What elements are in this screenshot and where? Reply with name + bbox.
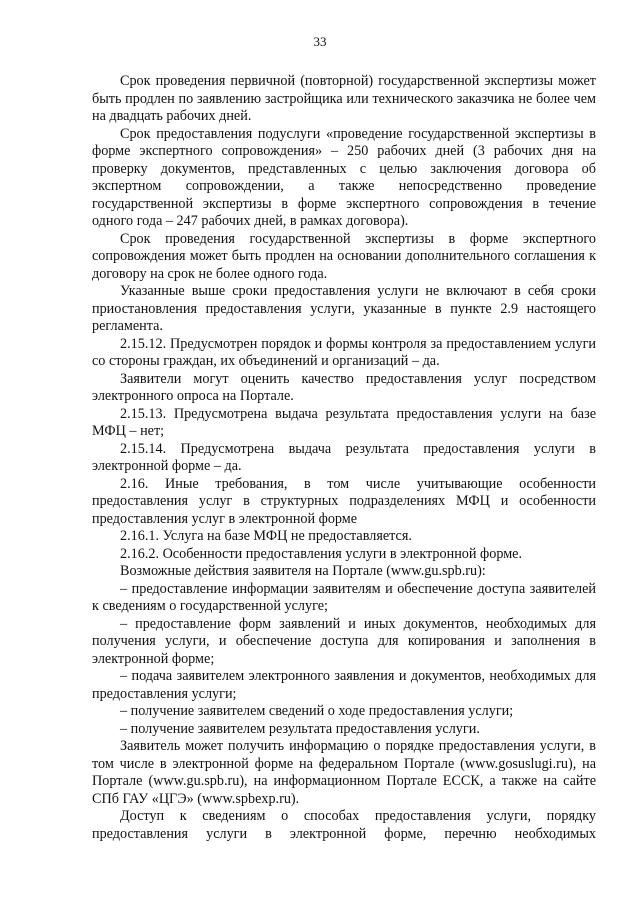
paragraph-subservice-term: Срок предоставления подуслуги «проведение государственной экспертизы в форме экспертного сопровождения» – 250 рабочих дней (3 рабочих дня на проверку документов, представленных с целью заключения договора об экспертном сопровождении, а также непосредственно проведение государственной экспертизы в форме экспертного сопровождения в течение одного года – 247 рабочих дней, в рамках договора).	[92, 125, 596, 229]
page-number: 33	[313, 34, 327, 49]
paragraph-2-16: 2.16. Иные требования, в том числе учитывающие особенности предоставления услуг в структурных подразделениях МФЦ и особенности предоставления услуг в электронной форме	[92, 475, 596, 527]
paragraph-information-sources: Заявитель может получить информацию о порядке предоставления услуги, в том числе в электронной форме на федеральном Портале (www.gosuslugi.ru), на Портале (www.gu.spb.ru), на информационном Портале ЕССК, а также на сайте СПб ГАУ «ЦГЭ» (www.spbexp.ru).	[92, 738, 596, 807]
document-body	[92, 73, 596, 843]
paragraph-portal-actions: Возможные действия заявителя на Портале (www.gu.spb.ru):	[120, 563, 486, 579]
paragraph-suspension-terms: Указанные выше сроки предоставления услуги не включают в себя сроки приостановления предоставления услуги, указанные в пункте 2.9 настоящего регламента.	[92, 283, 596, 334]
list-item-submission: – подача заявителем электронного заявления и документов, необходимых для предоставления услуги;	[92, 668, 596, 702]
paragraph-2-15-13: 2.15.13. Предусмотрена выдача результата предоставления услуги на базе МФЦ – нет;	[92, 405, 596, 439]
paragraph-2-15-12: 2.15.12. Предусмотрен порядок и формы контроля за предоставлением услуги со стороны граждан, их объединений и организаций – да.	[92, 335, 596, 369]
paragraph-quality-survey: Заявители могут оценить качество предоставления услуг посредством электронного опроса на Портале.	[92, 370, 596, 404]
paragraph-access-info: Доступ к сведениям о способах предоставления услуги, порядку предоставления услуги в электронной форме, перечню необходимых	[92, 808, 596, 842]
list-item-result: – получение заявителем результата предоставления услуги.	[120, 720, 480, 737]
list-item-information: – предоставление информации заявителям и обеспечение доступа заявителей к сведениям о государственной услуге;	[92, 580, 596, 614]
list-item-status: – получение заявителем сведений о ходе предоставления услуги;	[120, 703, 514, 719]
paragraph-support-extension: Срок проведения государственной экспертизы в форме экспертного сопровождения может быть продлен на основании дополнительного соглашения к договору на срок не более одного года.	[92, 230, 596, 282]
paragraph-examination-extension: Срок проведения первичной (повторной) государственной экспертизы может быть продлен по заявлению застройщика или технического заказчика не более чем на двадцать рабочих дней.	[92, 73, 596, 124]
paragraph-2-16-1: 2.16.1. Услуга на базе МФЦ не предоставляется.	[120, 528, 412, 544]
paragraph-2-15-14: 2.15.14. Предусмотрена выдача результата предоставления услуги в электронной форме – да.	[92, 440, 596, 474]
paragraph-2-16-2: 2.16.2. Особенности предоставления услуги в электронной форме.	[120, 545, 523, 562]
list-item-forms: – предоставление форм заявлений и иных документов, необходимых для получения услуги, и обеспечение доступа для копирования и заполнения в электронной форме;	[92, 615, 596, 667]
